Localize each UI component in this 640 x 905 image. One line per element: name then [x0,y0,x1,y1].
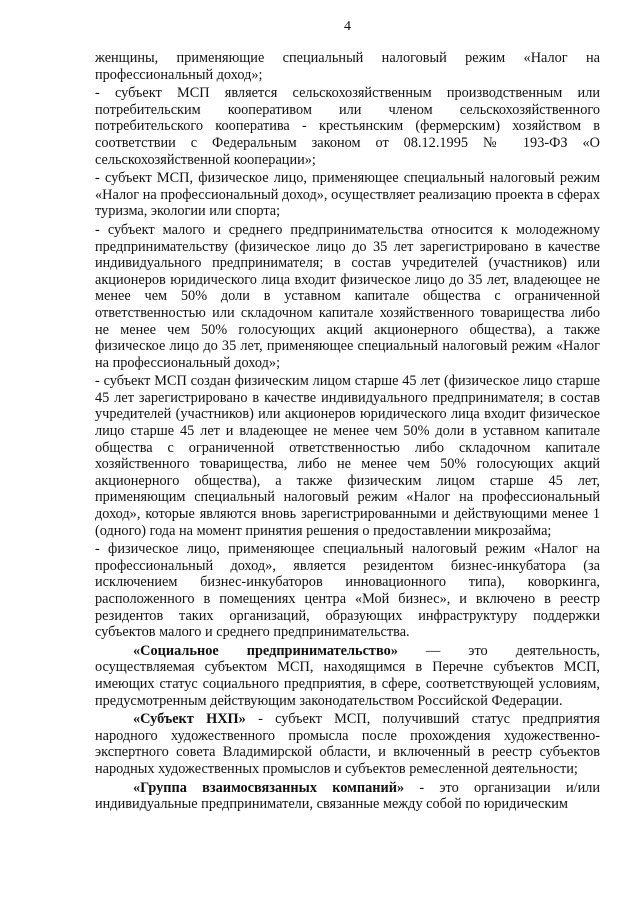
defined-term: «Группа взаимосвязанных компаний» [133,779,405,796]
paragraph-text: - субъект МСП, получивший статус предприятия народного художественного промысла после прохождения художественно-экспертного совета Владимирской области, и включенный в реестр субъектов народных художественных промыслов и субъектов ремесленной деятельности; [95,711,600,777]
definition-paragraph [95,780,600,813]
list-item-paragraph [95,85,600,168]
paragraph-text: - субъект МСП, физическое лицо, применяющее специальный налоговый режим «Налог на профессиональный доход», осуществляет реализацию проекта в сферах туризма, экологии или спорта; [95,170,600,220]
definition-paragraph [95,643,600,709]
paragraph-text: женщины, применяющие специальный налоговый режим «Налог на профессиональный доход»; [95,50,600,83]
list-item-paragraph [95,541,600,641]
defined-term: «Социальное предпринимательство» [133,642,398,659]
list-item-paragraph [95,222,600,371]
paragraph-text: - это организации и/или индивидуальные предприниматели, связанные между собой по юридическим [95,779,601,813]
paragraph-text: - субъект малого и среднего предпринимательства относится к молодежному предпринимательству (физическое лицо до 35 лет зарегистрировано в качестве индивидуального предпринимателя; в состав учредителей (участников) или акционеров юридического лица входит физическое лицо до 35 лет, владеющее не менее чем 50% доли в уставном капитале общества с ограниченной ответственностью или складочном капитале хозяйственного товарищества либо не менее чем 50% голосующих акций акционерного общества), а также физическое лицо до 35 лет, применяющее специальный налоговый режим «Налог на профессиональный доход»; [95,221,600,371]
list-item-paragraph [95,373,600,539]
defined-term: «Субъект НХП» [133,711,246,728]
list-item-paragraph [95,170,600,220]
list-item-paragraph [95,50,600,83]
page-number: 4 [344,19,351,34]
paragraph-text: — это деятельность, осуществляемая субъектом МСП, находящимся в Перечне субъектов МСП, имеющих статус социального предприятия, в сфере, соответствующей условиям, предусмотренным действующим законодательством Российской Федерации. [95,642,600,709]
document-body [95,50,600,813]
paragraph-text: - физическое лицо, применяющее специальный налоговый режим «Налог на профессиональный доход», является резидентом бизнес-инкубатора (за исключением бизнес-инкубаторов инновационного типа), коворкинга, расположенного в помещениях центра «Мой бизнес», и включено в реестр резидентов таких организаций, образующих инфраструктуру поддержки субъектов малого и среднего предпринимательства. [95,541,600,641]
paragraph-text: - субъект МСП создан физическим лицом старше 45 лет (физическое лицо старше 45 лет зарегистрировано в качестве индивидуального предпринимателя; в состав учредителей (участников) или акционеров юридического лица входит физическое лицо старше 45 лет и владеющее не менее чем 50% доли в уставном капитале общества с ограниченной ответственностью либо складочном капитале хозяйственного товарищества, либо не менее чем 50% голосующих акций акционерного общества), а также физическим лицом старше 45 лет, применяющим специальный налоговый режим «Налог на профессиональный доход», которые являются вновь зарегистрированными и действующими менее 1 (одного) года на момент принятия решения о предоставлении микрозайма; [95,373,600,539]
definition-paragraph [95,711,600,777]
paragraph-text: - субъект МСП является сельскохозяйственным производственным или потребительским кооперативом или членом сельскохозяйственного потребительского кооператива - крестьянским (фермерским) хозяйством в соответствии с Федеральным законом от 08.12.1995 № 193-ФЗ «О сельскохозяйственной кооперации»; [95,85,600,168]
